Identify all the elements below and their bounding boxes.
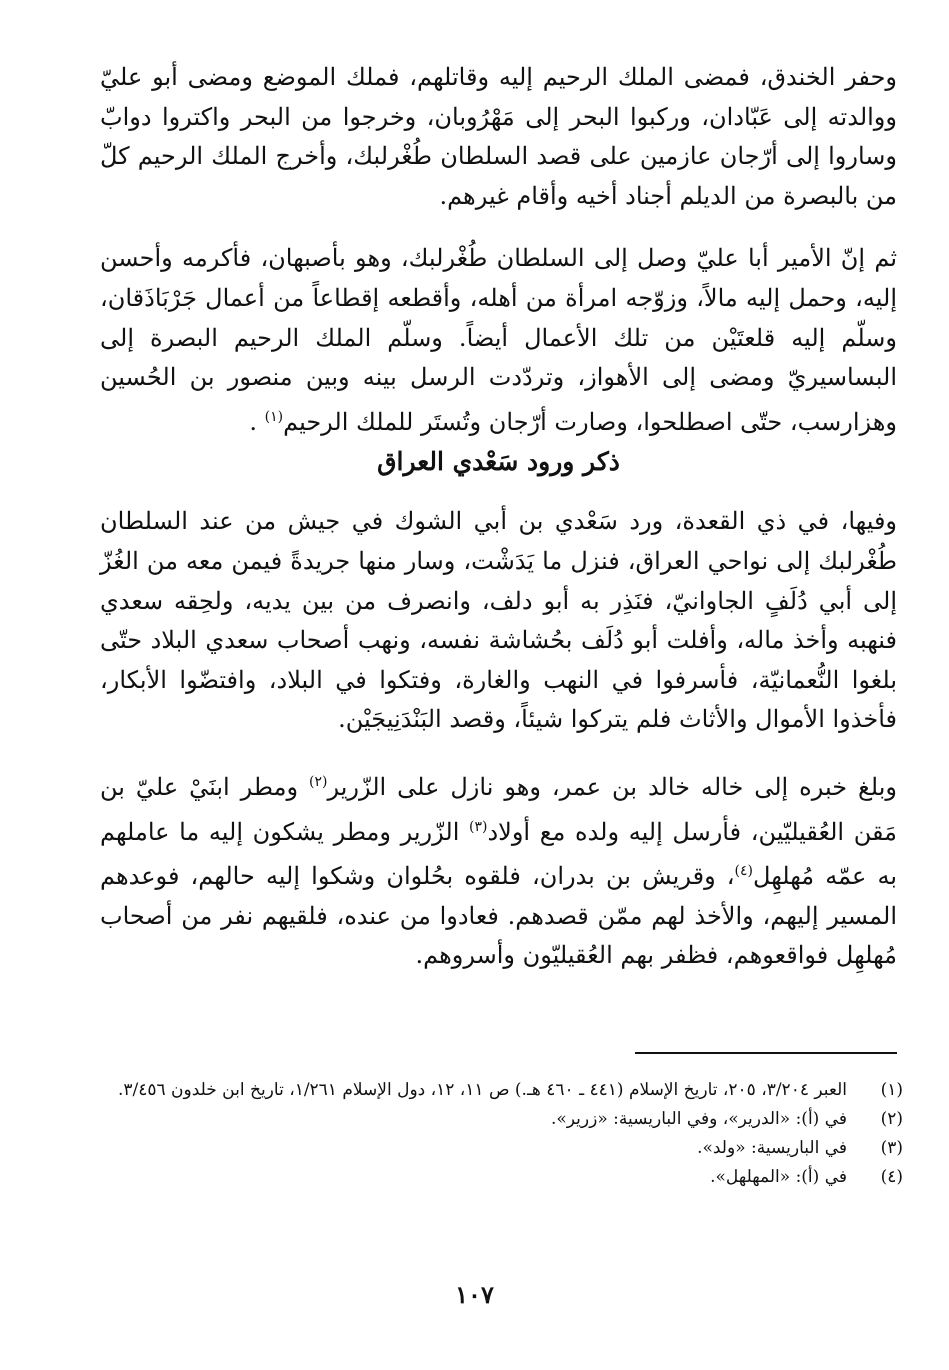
footnote-number: (٣) (880, 1138, 903, 1158)
footnote-text: العبر ٣/٢٠٤، ٢٠٥، تاريخ الإسلام (٤٤١ ـ ٤٦٠ هـ.) ص ١١، ١٢، دول الإسلام ١/٢٦١، تاريخ ابن خلدون ٣/٤٥٦. (117, 1080, 847, 1100)
footnote (100, 1076, 903, 1105)
footnote (100, 1105, 903, 1134)
footnote-number: (٢) (880, 1109, 903, 1129)
paragraph (100, 502, 897, 740)
footnote-ref: (١) (264, 408, 284, 425)
section-heading: ذكر ورود سَعْدي العراق (377, 447, 620, 477)
footnote-text: في (أ): «الدرير»، وفي الباريسية: «زرير». (551, 1109, 847, 1129)
page-number: ١٠٧ (455, 1280, 494, 1309)
footnote-text: في الباريسية: «ولد». (697, 1138, 847, 1158)
footnote (100, 1163, 903, 1192)
paragraph-text: وفيها، في ذي القعدة، ورد سَعْدي بن أبي الشوك في جيش من عند السلطان طُغْرلبك إلى نواحي العراق، فنزل ما يَدَشْت، وسار منها جريدةً فيمن معه من الغُزّ إلى أبي دُلَفٍ الجاوانيّ، فنَذِر به أبو دلف، وانصرف من بين يديه، ولحِقه سعدي فنهبه وأخذ ماله، وأفلت أبو دُلَف بحُشاشة نفسه، ونهب أصحاب سعدي البلاد حتّى بلغوا النُّعمانيّة، فأسرفوا في النهب والغارة، وفتكوا في البلاد، وافتضّوا الأبكار، فأخذوا الأموال والأثاث فلم يتركوا شيئاً، وقصد البَنْدَنِيجَيْن. (100, 507, 898, 734)
paragraph (100, 58, 897, 216)
footnote-number: (١) (880, 1080, 903, 1100)
paragraph-text: وبلغ خبره إلى خاله خالد بن عمر، وهو نازل على الزّرير (327, 772, 897, 801)
paragraph (100, 763, 897, 976)
footnote-ref: (٣) (469, 818, 488, 835)
footnote-divider (635, 1052, 897, 1054)
footnote-ref: (٤) (734, 863, 754, 880)
footnote-ref: (٢) (308, 773, 328, 790)
paragraph (100, 239, 897, 442)
footnote-number: (٤) (880, 1167, 903, 1187)
paragraph-text: ، وقريش بن بدران، فلقوه بحُلوان وشكوا إليه حالهم، فوعدهم المسير إليهم، والأخذ لهم ممّن قصدهم. فعادوا من عنده، فلقيهم نفر من أصحاب مُهلهِل فواقعوهم، فظفر بهم العُقيليّون وأسروهم. (100, 862, 897, 970)
paragraph-text: الزّرير ومطر يشكون إليه ما عاملهم به عمّه مُهلهِل (100, 817, 898, 891)
footnotes (100, 1076, 903, 1192)
paragraph-text: ثم إنّ الأمير أبا عليّ وصل إلى السلطان طُغْرلبك، وهو بأصبهان، فأكرمه وأحسن إليه، وحمل إليه مالاً، وزوّجه امرأة من أهله، وأقطعه إقطاعاً من أعمال جَرْبَاذَقان، وسلّم إليه قلعتَيْن من تلك الأعمال أيضاً. وسلّم الملك الرحيم البصرة إلى البساسيريّ ومضى إلى الأهواز، وتردّدت الرسل بينه وبين منصور بن الحُسين وهزارسب، حتّى اصطلحوا، وصارت أرّجان وتُستَر للملك الرحيم (100, 244, 897, 436)
footnote (100, 1134, 903, 1163)
footnote-text: في (أ): «المهلهل». (710, 1167, 847, 1187)
paragraph-end: . (249, 407, 258, 436)
paragraph-text: ومطر ابنَيْ عليّ بن مَقن العُقيليّين، فأرسل إليه ولده مع أولاد (100, 772, 897, 846)
paragraph-text: وحفر الخندق، فمضى الملك الرحيم إليه وقاتلهم، فملك الموضع ومضى أبو عليّ ووالدته إلى عَبّادان، وركبوا البحر إلى مَهْرُوبان، وخرجوا من البحر واكتروا دوابّ وساروا إلى أرّجان عازمين على قصد السلطان طُغْرلبك، وأخرج الملك الرحيم كلّ من بالبصرة من الديلم أجناد أخيه وأقام غيرهم. (100, 63, 897, 210)
